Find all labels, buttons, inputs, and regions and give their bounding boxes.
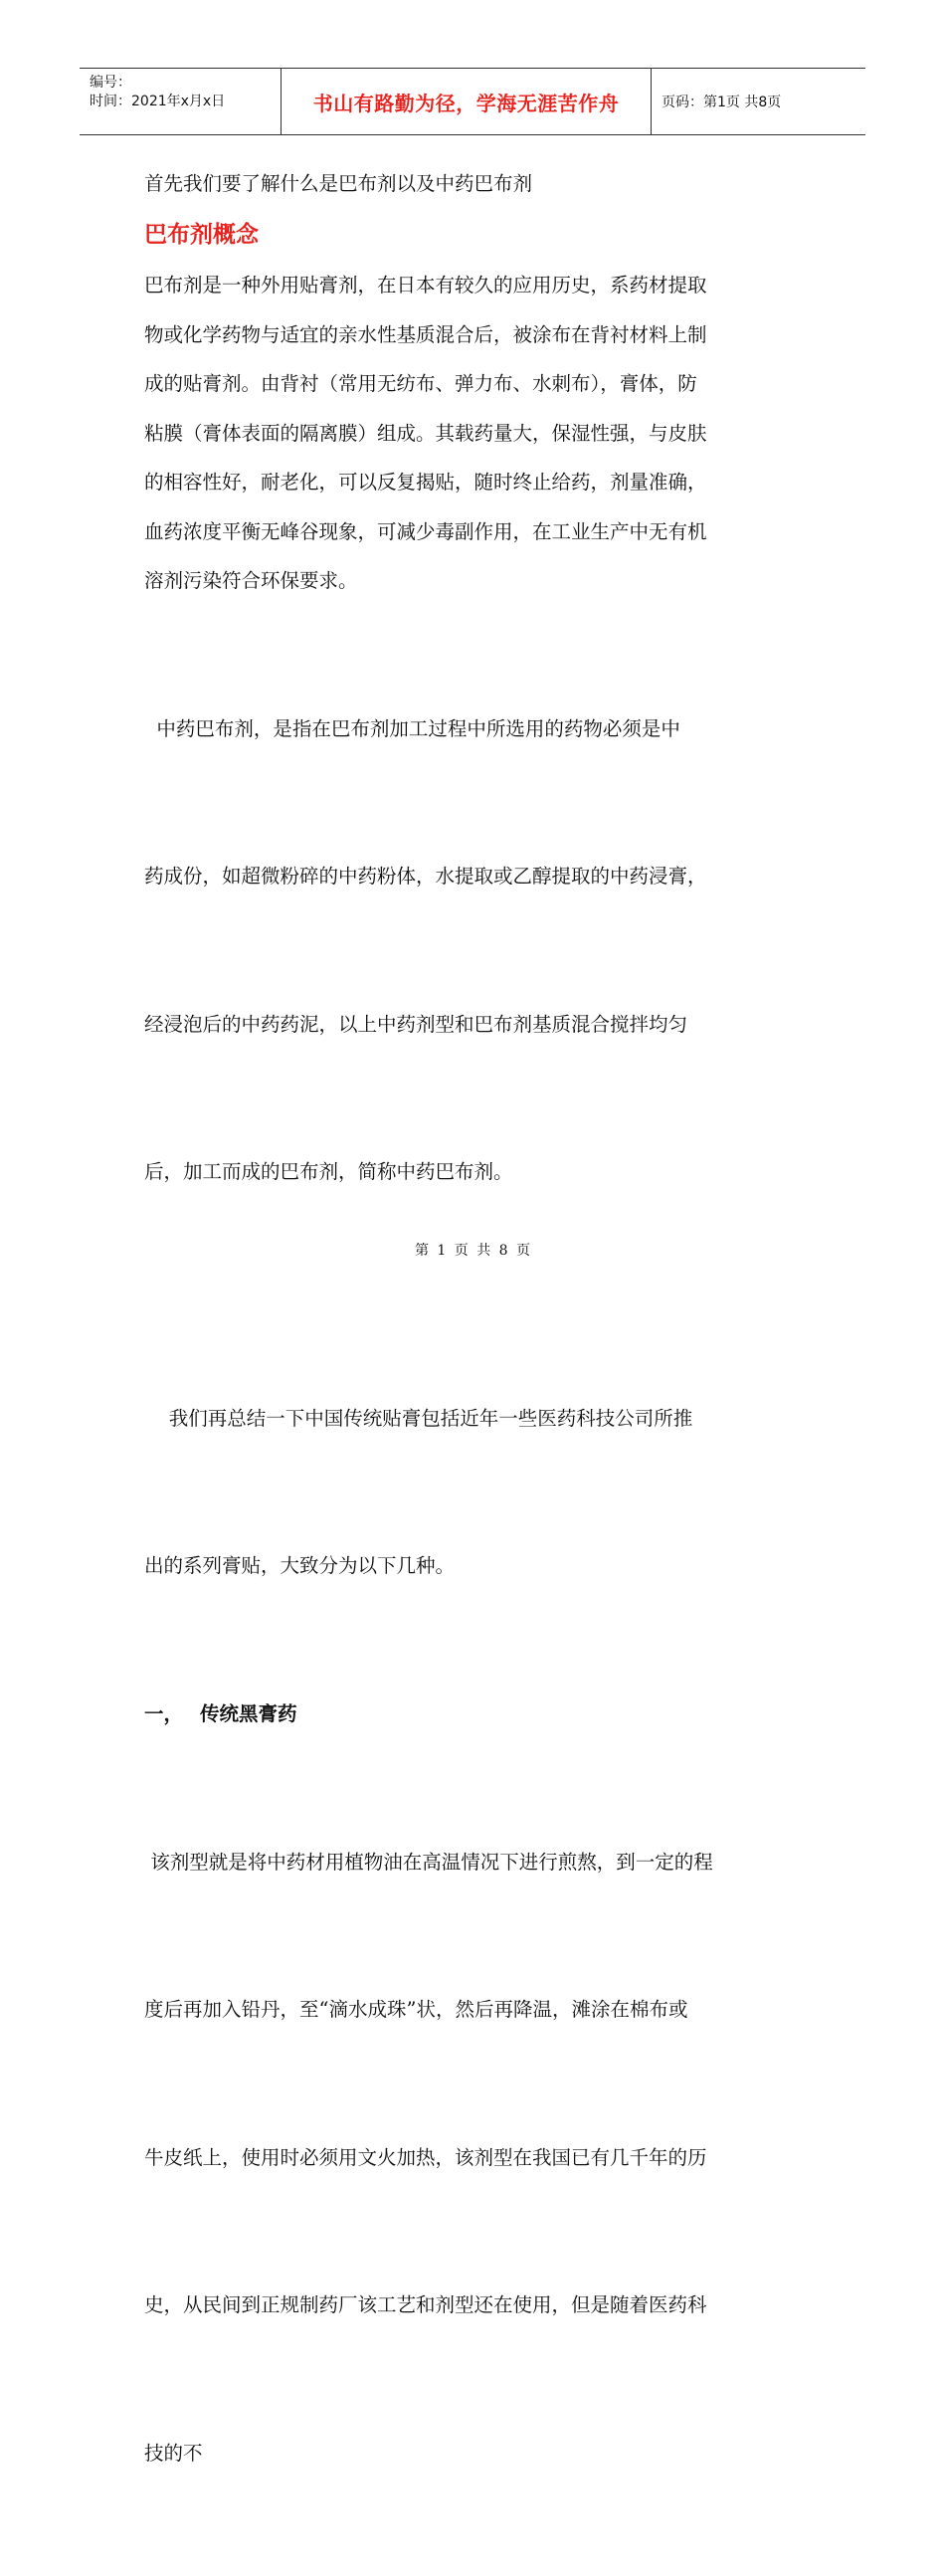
text-line: 巴布剂是一种外用贴膏剂，在日本有较久的应用历史，系药材提取 xyxy=(144,261,816,310)
text-line: 该剂型就是将中药材用植物油在高温情况下进行煎熬，到一定的程 xyxy=(144,1838,816,1887)
text-line: 史，从民间到正规制药厂该工艺和剂型还在使用，但是随着医药科 xyxy=(144,2280,816,2330)
text-line: 溶剂污染符合环保要求。 xyxy=(144,556,816,606)
text-line: 物或化学药物与适宜的亲水性基质混合后，被涂布在背衬材料上制 xyxy=(144,310,816,360)
intro-line: 首先我们要了解什么是巴布剂以及中药巴布剂 xyxy=(144,159,816,209)
page-footer: 第 1 页 共 8 页 xyxy=(0,1240,945,1260)
header-number-label: 编号： xyxy=(90,72,131,92)
text-line: 经浸泡后的中药药泥，以上中药剂型和巴布剂基质混合搅拌均匀 xyxy=(144,1000,816,1050)
text-line: 的相容性好，耐老化，可以反复揭贴，随时终止给药，剂量准确， xyxy=(144,458,816,507)
subsection-label: 传统黑膏药 xyxy=(200,1689,297,1739)
text-line: 度后再加入铅丹，至“滴水成珠”状，然后再降温，滩涂在棉布或 xyxy=(144,1985,816,2035)
paragraph-definition xyxy=(144,261,816,606)
text-line: 成的贴膏剂。由背衬（常用无纺布、弹力布、水刺布），膏体，防 xyxy=(144,359,816,409)
header-time-label: 时间：2021年x月x日 xyxy=(90,91,225,110)
text-line: 技的不 xyxy=(144,2429,816,2478)
text-line: 血药浓度平衡无峰谷现象，可减少毒副作用，在工业生产中无有机 xyxy=(144,507,816,557)
text-line: 中药巴布剂，是指在巴布剂加工过程中所选用的药物必须是中 xyxy=(144,704,816,754)
document-header xyxy=(80,68,865,135)
header-motto: 书山有路勤为径，学海无涯苦作舟 xyxy=(313,88,620,116)
subsection-number: 一， xyxy=(144,1689,200,1739)
paragraph-summary xyxy=(144,1295,816,1689)
text-line: 牛皮纸上，使用时必须用文火加热，该剂型在我国已有几千年的历 xyxy=(144,2133,816,2183)
header-page-cell xyxy=(652,69,865,134)
section-title: 巴布剂概念 xyxy=(144,209,816,261)
text-line: 我们再总结一下中国传统贴膏包括近年一些医药科技公司所推 xyxy=(144,1394,816,1444)
header-motto-cell xyxy=(282,69,652,134)
paragraph-tcm-definition xyxy=(144,606,816,1295)
header-meta-cell xyxy=(80,69,282,134)
document-body xyxy=(144,159,816,2576)
header-page-info: 页码：第1页 共8页 xyxy=(662,92,781,111)
paragraph-black-plaster xyxy=(144,1739,816,2576)
text-line: 粘膜（膏体表面的隔离膜）组成。其载药量大，保湿性强，与皮肤 xyxy=(144,409,816,459)
text-line: 出的系列膏贴，大致分为以下几种。 xyxy=(144,1541,816,1591)
subsection-title xyxy=(144,1689,816,1739)
text-line: 后，加工而成的巴布剂，简称中药巴布剂。 xyxy=(144,1147,816,1197)
text-line: 药成份，如超微粉碎的中药粉体，水提取或乙醇提取的中药浸膏， xyxy=(144,852,816,901)
